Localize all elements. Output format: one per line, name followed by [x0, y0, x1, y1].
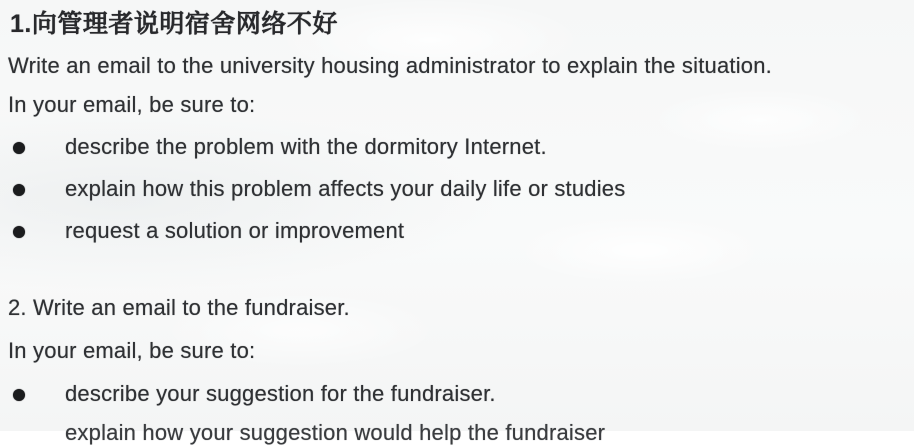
- task1-lead-in: In your email, be sure to:: [8, 92, 256, 117]
- task1-bullet-2: [0, 175, 914, 203]
- bullet-text: request a solution or improvement: [65, 218, 405, 243]
- bullet-text: explain how this problem affects your daily life or studies: [65, 176, 626, 201]
- task1-chinese-heading: 1.向管理者说明宿舍网络不好: [10, 10, 338, 38]
- task1-intro: Write an email to the university housing administrator to explain the situation.: [8, 53, 772, 78]
- bullet-icon: [13, 389, 25, 401]
- task2-lead-in: In your email, be sure to:: [8, 338, 256, 363]
- bullet-icon: [13, 142, 25, 154]
- bullet-icon: [13, 184, 25, 196]
- bullet-text: describe the problem with the dormitory Internet.: [65, 134, 547, 159]
- task1-bullet-1: [0, 133, 914, 161]
- bullet-text: describe your suggestion for the fundraiser.: [65, 381, 496, 406]
- task2-heading: 2. Write an email to the fundraiser.: [8, 295, 350, 320]
- task2-bullet-1: [0, 380, 914, 408]
- task1-bullet-3: [0, 217, 914, 245]
- cutoff-partial-line: explain how your suggestion would help the fundraiser: [65, 420, 606, 445]
- bullet-icon: [13, 226, 25, 238]
